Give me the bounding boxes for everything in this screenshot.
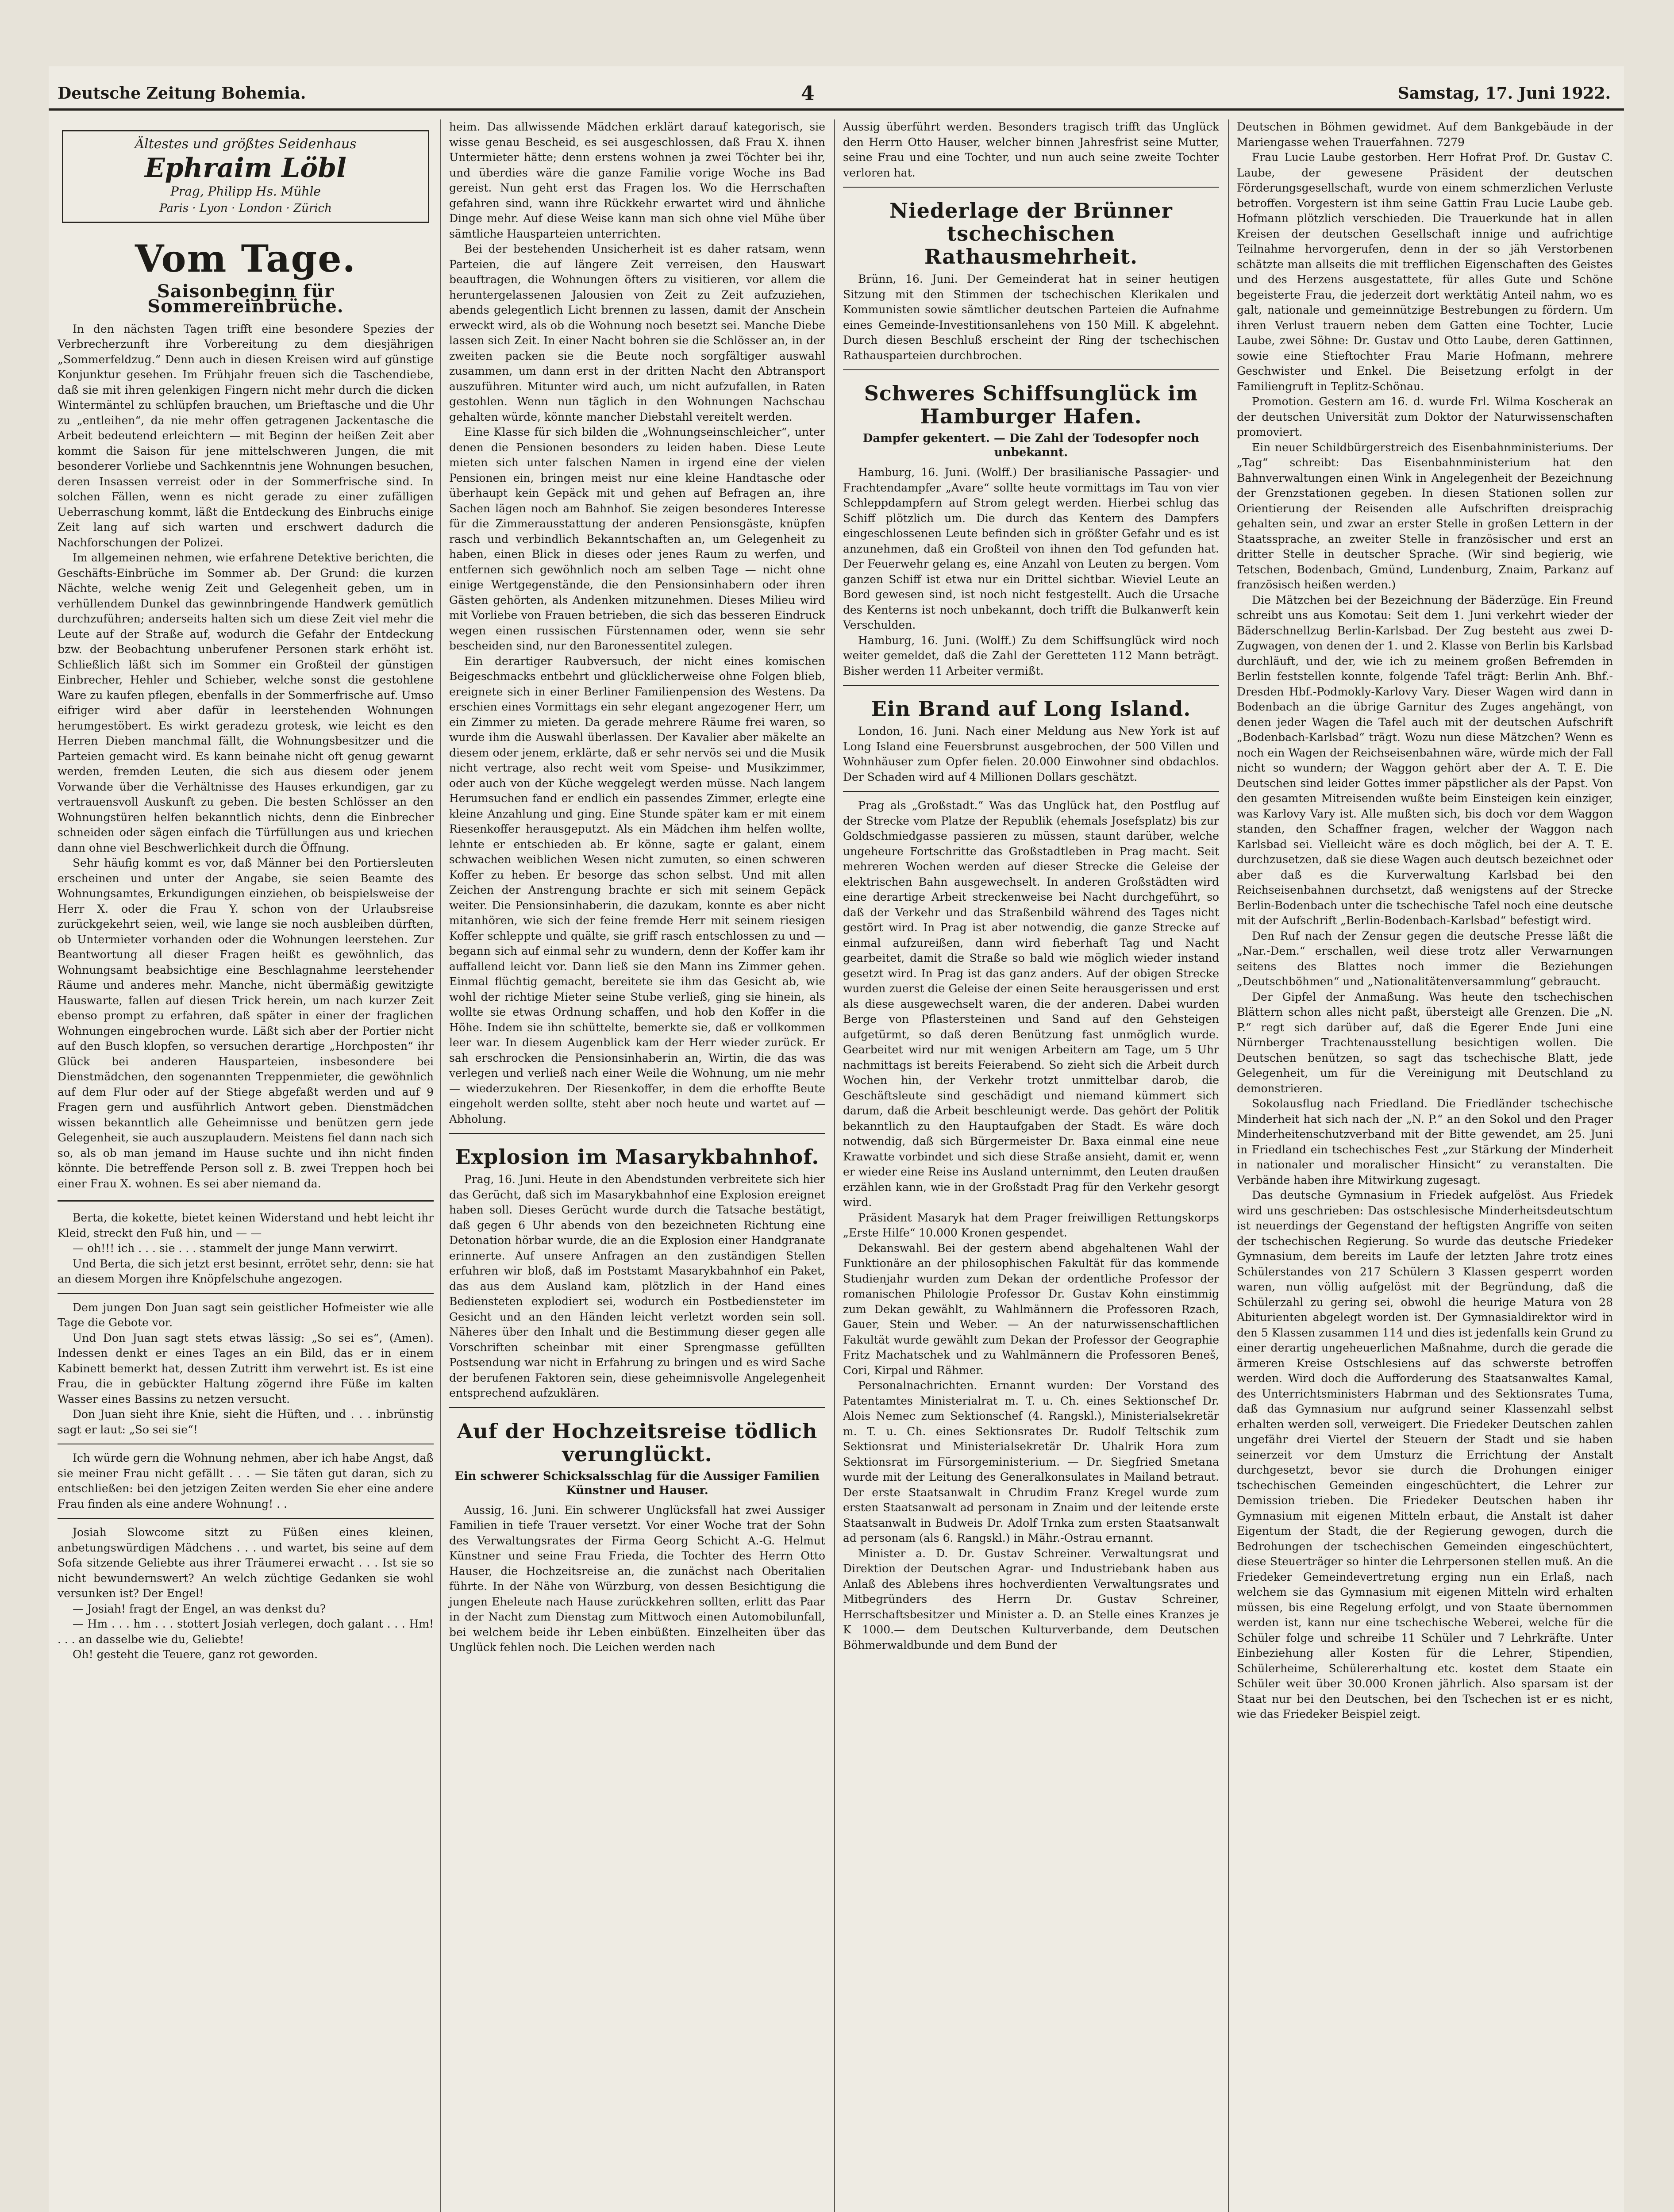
local-news-item: Prag als „Großstadt.“ Was das Unglück hat, den Postflug auf der Strecke vom Platze der Republik (ehemals Josefsplatz) bis zur Goldschmiedgasse passieren zu müssen, staunt darüber, welche ungeheure Fortschritte das Großstadtleben in Prag macht. Seit mehreren Wochen werden auf dieser Strecke die Geleise der elektrischen Bahn ausgewechselt. In anderen Großstädten wird eine derartige Arbeit streckenweise bei Nacht durchgeführt, so daß der Verkehr und das Straßenbild während des Tages nicht gestört wird. In Prag ist aber notwendig, die ganze Strecke auf einmal aufzureißen, dann wird fieberhaft Tag und Nacht gearbeitet, damit die Straße so bald wie möglich wieder instand gesetzt wird. In Prag ist das ganz anders. Auf der obigen Strecke wurden zuerst die Geleise der einen Seite herausgerissen und erst als diese ausgewechselt waren, die der anderen. Dabei wurden Berge von Pflastersteinen und Sand auf den Gehsteigen aufgetürmt, so daß deren Benützung fast unmöglich wurde. Gearbeitet wird nur mit wenigen Arbeitern am Tage, um 5 Uhr nachmittags ist bereits Feierabend. So zieht sich die Arbeit durch Wochen hin, der Verkehr trotzt unmittelbar darob, die Geschäftsleute sind geschädigt und niemand kümmert sich darum, daß die Arbeit beschleunigt werde. Das gehört der Politik bekanntlich zu den Hauptaufgaben der Stadt. Es wäre doch notwendig, daß sich Bürgermeister Dr. Baxa einmal eine neue Krawatte vorbindet und sich diese Straße ansieht, damit er, wenn er wieder eine Reise ins Ausland unternimmt, den Leuten draußen erzählen kann, wie in der Großstadt Prag für den Verkehr gesorgt wird. (843, 799, 1219, 1209)
headline-schiffsunglueck: Schweres Schiffsunglück im Hamburger Hafen. (864, 381, 1198, 428)
column-2 (449, 119, 825, 1655)
anecdote-rule (58, 1518, 434, 1519)
anecdote-paragraph: Und Berta, die sich jetzt erst besinnt, errötet sehr, denn: sie hat an diesem Morgen ihre Knöpfelschuhe angezogen. (58, 1257, 434, 1285)
headline-explosion: Explosion im Masarykbahnhof. (455, 1145, 820, 1169)
anecdote-paragraph: Josiah Slowcome sitzt zu Füßen eines kleinen, anbetungswürdigen Mädchens . . . und wartet, bis seine auf dem Sofa sitzende Geliebte aus ihrer Träumerei erwacht . . . Ist sie so nicht bewundernswert? An welch züchtige Gedanken sie wohl versunken ist? Der Engel! (58, 1526, 434, 1600)
article-rule (449, 1407, 825, 1408)
header-rule (49, 108, 1624, 111)
local-news-item: Den Ruf nach der Zensur gegen die deutsche Presse läßt die „Nar.-Dem.“ erschallen, weil diese trotz aller Verwarnungen seitens des Blattes noch immer die Beziehungen „Deutschböhmen“ und „Nationalitätenversammlung“ gebraucht. (1237, 929, 1613, 988)
section-rule (58, 1200, 434, 1202)
article-paragraph: London, 16. Juni. Nach einer Meldung aus New York ist auf Long Island eine Feuersbrunst ausgebrochen, der 500 Villen und Wohnhäuser zum Opfer fielen. 20.000 Einwohner sind obdachlos. Der Schaden wird auf 4 Millionen Dollars geschätzt. (843, 725, 1219, 783)
local-news-item: Präsident Masaryk hat dem Prager freiwilligen Rettungskorps „Erste Hilfe“ 10.000 Kronen gespendet. (843, 1211, 1219, 1239)
newspaper-page (49, 66, 1624, 2212)
column-divider (834, 119, 835, 2212)
anecdotes (58, 1210, 434, 1663)
running-head (49, 80, 1624, 111)
anecdote-paragraph: Ich würde gern die Wohnung nehmen, aber ich habe Angst, daß sie meiner Frau nicht gefällt . . . — Sie täten gut daran, sich zu entschließen: bei den jetzigen Zeiten werden Sie eher eine andere Frau finden als eine andere Wohnung! . . (58, 1452, 434, 1510)
local-news-item: Ein neuer Schildbürgerstreich des Eisenbahnministeriums. Der „Tag“ schreibt: Das Eisenbahnministerium hat den Bahnverwaltungen einen Wink in Angelegenheit der Bezeichnung der Grenzstationen gegeben. In diesen Stationen sollen zur Orientierung der Reisenden alle Aufschriften dreisprachig gehalten sein, und zwar an erster Stelle in großen Lettern in der Staatssprache, an zweiter Stelle in französischer und erst an dritter Stelle in deutscher Sprache. (Wir sind begierig, wie Tetschen, Bodenbach, Gmünd, Lundenburg, Znaim, Parkanz auf französisch heißen werden.) (1237, 441, 1613, 591)
anecdote-rule (58, 1293, 434, 1294)
headline-long-island: Ein Brand auf Long Island. (871, 697, 1191, 721)
local-news-item: Dekanswahl. Bei der gestern abend abgehaltenen Wahl der Funktionäre an der philosophischen Fakultät für das kommende Studienjahr wurden zum Dekan der ordentliche Professor der romanischen Philologie Professor Dr. Gustav Kohn einstimmig zum Dekan gewählt, zu Wahlmännern die Professoren Rzach, Gauer, Stein und Weber. — An der naturwissenschaftlichen Fakultät wurde gewählt zum Dekan der Professor der Geographie Fritz Machatschek und zu Wahlmännern die Professoren Beneš, Cori, Kirpal und Rähmer. (843, 1241, 1219, 1377)
article-paragraph: heim. Das allwissende Mädchen erklärt darauf kategorisch, sie wisse genau Bescheid, es sei ausgeschlossen, daß Frau X. ihnen Untermieter hätte; denn erstens wohnen ja zwei Töchter bei ihr, und überdies wäre die ganze Familie vorige Woche ins Bad gereist. Nun geht erst das Fragen los. Wo die Herrschaften gefahren sind, wann ihre Rückkehr erwartet wird und ähnliche Dinge mehr. Auf diese Weise kann man sich ohne viel Mühe über sämtliche Hausparteien unterrichten. (449, 120, 825, 240)
anecdote-paragraph: Dem jungen Don Juan sagt sein geistlicher Hofmeister wie alle Tage die Gebote vor. (58, 1301, 434, 1329)
subheadline-schiffsunglueck: Dampfer gekentert. — Die Zahl der Todesopfer noch unbekannt. (862, 432, 1200, 459)
article-paragraph: Aussig überführt werden. Besonders tragisch trifft das Unglück den Herrn Otto Hauser, welcher binnen Jahresfrist seine Mutter, seine Frau und eine Tochter, und nun auch seine zweite Tochter verloren hat. (843, 120, 1219, 179)
column-3 (843, 119, 1219, 1653)
local-news-item: Personalnachrichten. Ernannt wurden: Der Vorstand des Patentamtes Ministerialrat m. T. u. Ch. eines Sektionschef Dr. Alois Nemec zum Sektionschef (4. Rangskl.), Ministerialsekretär m. T. u. Ch. eines Sektionsrates Dr. Rudolf Teltschik zum Sektionsrat und Ministerialsekretär Dr. Uhalrik Hora zum Sektionsrat im Fürsorgeministerium. — Dr. Siegfried Smetana wurde mit der Leitung des Generalkonsulates in Mailand betraut. Der erste Staatsanwalt in Chrudim Franz Kregel wurde zum ersten Staatsanwalt ad personam in Znaim und der leitende erste Staatsanwalt in Budweis Dr. Adolf Trnka zum ersten Staatsanwalt ad personam (als 6. Rangskl.) in Mähr.-Ostrau ernannt. (843, 1379, 1219, 1544)
article-rule (843, 369, 1219, 370)
column-divider (440, 119, 441, 2212)
local-news-item: Sokolausflug nach Friedland. Die Friedländer tschechische Minderheit hat sich nach der „N. P.“ an den Sokol und den Prager Minderheitenschutzverband mit der Bitte gewendet, am 25. Juni in Friedland ein tschechisches Fest „zur Stärkung der Minderheit in nationaler und moralischer Hinsicht“ zu veranstalten. Die Verbände haben ihre Mitwirkung zugesagt. (1237, 1097, 1613, 1187)
article-rule (843, 187, 1219, 188)
local-news-item: Minister a. D. Dr. Gustav Schreiner. Verwaltungsrat und Direktion der Deutschen Agrar- und Industriebank haben aus Anlaß des Ablebens ihres hochverdienten Verwaltungsrates und Mitbegründers des Herrn Dr. Gustav Schreiner, Herrschaftsbesitzer und Minister a. D. an Stelle eines Kranzes je K 1000.— dem Deutschen Kulturverbande, dem Deutschen Böhmerwaldbunde und dem Bund der (843, 1547, 1219, 1651)
ad-tagline: Ältestes und größtes Seidenhaus (135, 136, 357, 152)
article-paragraph: Eine Klasse für sich bilden die „Wohnungseinschleicher“, unter denen die Pensionen besonders zu leiden haben. Diese Leute mieten sich unter falschen Namen in irgend eine der vielen Pensionen ein, bringen meist nur eine kleine Handtasche oder überhaupt kein Gepäck mit und gehen auf Befragen an, ihre Sachen lägen noch am Bahnhof. Sie zeigen besonderes Interesse für die Zimmerausstattung der anderen Pensionsgäste, knüpfen rasch und verbindlich Bekanntschaften an, um Gelegenheit zu haben, einen Blick in dieses oder jenes Raum zu werfen, und entfernen sich gewöhnlich noch am selben Tage — nicht ohne einige Wertgegenstände, die den Pensionsinhabern oder ihren Gästen gehörten, als Andenken mitzunehmen. Dieses Milieu wird mit Vorliebe von Frauen betrieben, die sich das besseren Eindruck wegen einen russischen Fürstennamen oder, wenn sie sehr bescheiden sind, nur den Baronessentitel zulegen. (449, 426, 825, 652)
headline-hochzeitsreise: Auf der Hochzeitsreise tödlich verunglückt. (457, 1419, 818, 1466)
article-paragraph: Hamburg, 16. Juni. (Wolff.) Der brasilianische Passagier- und Frachtendampfer „Avare“ sollte heute vormittags im Tau von vier Schleppdampfern auf Strom gelegt werden. Hierbei schlug das Schiff plötzlich um. Die durch das Kentern des Dampfers eingeschlossenen Leute befinden sich in größter Gefahr und es ist anzunehmen, daß ein Großteil von ihnen den Tod gefunden hat. Der Feuerwehr gelang es, eine Anzahl von Leuten zu bergen. Vom ganzen Schiff ist etwa nur ein Drittel sichtbar. Wieviel Leute an Bord gewesen sind, ist noch nicht festgestellt. Auch die Ursache des Kenterns ist noch unbekannt, doch trifft die Bulkanwerft kein Verschulden. (843, 466, 1219, 631)
anecdote-paragraph: — oh!!! ich . . . sie . . . stammelt der junge Mann verwirrt. (73, 1242, 398, 1255)
article-paragraph: Ein derartiger Raubversuch, der nicht eines komischen Beigeschmacks entbehrt und glücklicherweise ohne Folgen blieb, ereignete sich in einer Berliner Familienpension des Westens. Da erschien eines Vormittags ein sehr elegant angezogener Herr, um ein Zimmer zu mieten. Da gerade mehrere Räume frei waren, so wurde ihm die Auswahl überlassen. Der Kavalier aber mäkelte an diesem oder jenem, erklärte, daß er sehr nervös sei und die Musik nicht vertrage, also recht weit vom Speise- und Musikzimmer, oder auch von der Küche weggelegt werden müsse. Nach langem Herumsuchen fand er endlich ein passendes Zimmer, erlegte eine kleine Anzahlung und ging. Eine Stunde später kam er mit einem Riesenkoffer herausgeputzt. Als ein Mädchen ihm helfen wollte, lehnte er entschieden ab. Er könne, sagte er galant, einem schwachen weiblichen Wesen nicht zumuten, so einen schweren Koffer zu heben. Er besorge das schon selbst. Und mit allen Zeichen der Anstrengung brachte er sich mit seinem Gepäck weiter. Die Pensionsinhaberin, die dazukam, konnte es aber nicht mitanhören, wie sich der feine fremde Herr mit seinem riesigen Koffer schleppte und quälte, sie griff rasch entschlossen zu und — begann sich auf einmal sehr zu wundern, denn der Koffer kam ihr auffallend leicht vor. Dann ließ sie den Mann ins Zimmer gehen. Einmal flüchtig gemacht, bereitete sie ihm das Gesicht ab, wie wohl der richtige Mieter seine Stube verließ, ging sie hinein, als wollte sie etwas Ordnung schaffen, und hob den Koffer in die Höhe. Indem sie ihn schüttelte, bemerkte sie, daß er vollkommen leer war. In diesem Augenblick kam der Herr wieder zurück. Er sah erschrocken die Pensionsinhaberin an, Wirtin, die das was verlegen und verließ nach einer Weile die Wohnung, um nie mehr — wiederzukehren. Der Riesenkoffer, in dem die erhoffte Beute eingeholt werden sollte, steht aber noch heute und wartet auf — Abholung. (449, 654, 825, 1125)
anecdote-paragraph: Oh! gesteht die Teuere, ganz rot geworden. (73, 1648, 318, 1661)
subheadline-hochzeitsreise: Ein schwerer Schicksalsschlag für die Aussiger Familien Künstner und Hauser. (454, 1469, 820, 1497)
article-paragraph: Sehr häufig kommt es vor, daß Männer bei den Portiersleuten erscheinen und unter der Angabe, sie seien Beamte des Wohnungsamtes, Erkundigungen einziehen, ob beispielsweise der Herr X. oder die Frau Y. schon von der Urlaubsreise zurückgekehrt seien, weil, wie lange sie noch ausbleiben dürften, ob Untermieter vorhanden oder die Wohnungen leerstehen. Zur Beantwortung all dieser Fragen heißt es gewöhnlich, das Wohnungsamt beabsichtige eine Beschlagnahme leerstehender Räume und anderes mehr. Manche, nicht übermäßig gewitzigte Hauswarte, fallen auf diesen Trick herein, um nach kurzer Zeit ebenso prompt zu erfahren, daß später in einer der fraglichen Wohnungen eingebrochen wurde. Läßt sich aber der Portier nicht auf den Busch klopfen, so versuchen derartige „Horchposten“ ihr Glück bei anderen Hausparteien, insbesondere bei Dienstmädchen, den sogenannten Treppenmieter, die gewöhnlich auf dem Flur oder auf der Stiege abgefaßt werden und auf 9 Fragen gern und ausführlich Antwort geben. Dienstmädchen wissen bekanntlich alle Geheimnisse und benützen gern jede Gelegenheit, sie auch auszuplaudern. Meistens fiel dann nach sich so, als ob man jemand im Hause suchte und ihn nicht finden könnte. Die betreffende Person soll z. B. zwei Treppen hoch bei einer Frau X. wohnen. Es sei aber niemand da. (58, 856, 434, 1190)
article-paragraph: Brünn, 16. Juni. Der Gemeinderat hat in seiner heutigen Sitzung mit den Stimmen der tschechischen Klerikalen und Kommunisten sowie sämtlicher deutschen Parteien die Aufnahme eines Gemeinde-Investitionsanlehens von 150 Mill. K abgelehnt. Durch diesen Beschluß erscheint der Ring der tschechischen Rathausparteien durchbrochen. (843, 273, 1219, 362)
local-news-item: Der Gipfel der Anmaßung. Was heute den tschechischen Blättern schon alles nicht paßt, übersteigt alle Grenzen. Die „N. P.“ regt sich darüber auf, daß die Egerer Ende Juni eine Nürnberger Trachtenausstellung besichtigen wollen. Die Deutschen benützen, so sagt das tschechische Blatt, jede Gelegenheit, um für die Vereinigung mit Deutschland zu demonstrieren. (1237, 990, 1613, 1095)
article-paragraph: Aussig, 16. Juni. Ein schwerer Unglücksfall hat zwei Aussiger Familien in tiefe Trauer versetzt. Vor einer Woche trat der Sohn des Verwaltungsrates der Firma Georg Schicht A.-G. Helmut Künstner und seine Frau Frieda, die Tochter des Herrn Otto Hauser, die Hochzeitsreise an, die zunächst nach Oberitalien führte. In der Nähe von Würzburg, von dessen Besichtigung die jungen Eheleute nach Hause zurückkehren sollten, erlitt das Paar in der Nacht zum Dienstag zum Mittwoch einen Automobilunfall, bei welchem beide ihr Leben einbüßten. Einzelheiten über das Unglück fehlen noch. Die Leichen werden nach (449, 1503, 825, 1654)
column-divider (1228, 119, 1229, 2212)
page-number: 4 (801, 82, 815, 105)
anecdote-paragraph: Und Don Juan sagt stets etwas lässig: „So sei es“, (Amen). Indessen denkt er eines Tages an ein Bild, das er in einem Kabinett bemerkt hat, dessen Zutritt ihm verwehrt ist. Es ist eine Frau, die in gebückter Haltung zögernd ihre Füße im kalten Wasser eines Bassins zu netzen versucht. (58, 1331, 434, 1406)
local-news-item: Promotion. Gestern am 16. d. wurde Frl. Wilma Koscherak an der deutschen Universität zum Doktor der Naturwissenschaften promoviert. (1237, 395, 1613, 438)
column-4 (1237, 119, 1613, 1722)
headline-bruenn: Niederlage der Brünner tschechischen Rathausmehrheit. (889, 199, 1173, 269)
anecdote-paragraph: — Hm . . . hm . . . stottert Josiah verlegen, doch galant . . . Hm! . . . an dasselbe wie du, Geliebte! (58, 1617, 434, 1646)
article-paragraph: Prag, 16. Juni. Heute in den Abendstunden verbreitete sich hier das Gerücht, daß sich im Masarykbahnhof eine Explosion ereignet haben soll. Dieses Gerücht wurde durch die Tatsache bestätigt, daß gegen 6 Uhr abends von den bezeichneten Richtung eine Detonation hörbar wurde, die an die Explosion einer Handgranate erinnerte. Auf unsere Anfragen an den zuständigen Stellen erfuhren wir bloß, daß im Poststamt Masarykbahnhof ein Paket, das aus dem Ausland kam, plötzlich in der Hand eines Bediensteten explodiert sei, wodurch ein Postbediensteter im Gesicht und an den Händen leicht verletzt worden sein soll. Näheres über den Inhalt und die Bestimmung dieser gegen alle Vorschriften scheinbar mit einer Sprengmasse gefüllten Postsendung war nicht in Erfahrung zu bringen und es wird Sache der berufenen Faktoren sein, diese geheimnisvolle Angelegenheit entsprechend aufzuklären. (449, 1173, 825, 1399)
issue-date: Samstag, 17. Juni 1922. (1397, 84, 1611, 103)
article-paragraph: Bei der bestehenden Unsicherheit ist es daher ratsam, wenn Parteien, die auf längere Zeit verreisen, den Hauswart beauftragen, die Wohnungen öfters zu visitieren, vor allem die heruntergelassenen Jalousien von Zeit zu Zeit aufzuziehen, abends gelegentlich Licht brennen zu lassen, damit der Anschein erweckt wird, als ob die Wohnung noch besetzt sei. Manche Diebe lassen sich Zeit. In einer Nacht bohren sie die Schlösser an, in der zweiten packen sie die Beute noch sorgfältiger auswahl zusammen, um dann erst in der dritten Nacht den Abtransport auszuführen. Mitunter wird auch, um nicht aufzufallen, in Raten gestohlen. Wenn nun täglich in den Wohnungen Nachschau gehalten würde, könnte mancher Diebstahl vereitelt werden. (449, 242, 825, 423)
article-rule (843, 791, 1219, 792)
anecdote-paragraph: Don Juan sieht ihre Knie, sieht die Hüften, und . . . inbrünstig sagt er laut: „So sei sie“! (58, 1408, 434, 1436)
article-paragraph: Im allgemeinen nehmen, wie erfahrene Detektive berichten, die Geschäfts-Einbrüche im Sommer ab. Der Grund: die kurzen Nächte, welche wenig Zeit und Gelegenheit geben, um in verhüllendem Dunkel das gewinnbringende Handwerk gemütlich durchzuführen; anderseits halten sich um diese Zeit viel mehr die Leute auf der Straße auf, wodurch die Gefahr der Entdeckung bzw. der Beobachtung unberufener Personen stark erhöht ist. Schließlich läßt sich im Sommer ein Großteil der günstigen Einbrecher, Hehler und Schieber, welche sonst die gestohlene Ware zu kaufen pflegen, ebenfalls in der Sommerfrische auf. Umso eifriger wird aber dafür in leerstehenden Wohnungen herumgestöbert. Es wirkt geradezu grotesk, wie leicht es den Herren Dieben manchmal fällt, die Wohnungsbesitzer und die Parteien gemacht wird. Es kann beinahe nicht oft genug gewarnt werden, fremden Leuten, die sich aus diesem oder jenem Vorwande über die Verhältnisse des Hauses erkundigen, gar zu vertrauensvoll Auskunft zu geben. Die besten Schlösser an den Wohnungstüren helfen bekanntlich nichts, denn die Einbrecher schneiden oder sägen einfach die Türfüllungen aus und kriechen dann ohne viel Beschwerlichkeit durch die Öffnung. (58, 551, 434, 854)
article-paragraph: In den nächsten Tagen trifft eine besondere Spezies der Verbrecherzunft ihre Vorbereitung zu dem diesjährigen „Sommerfeldzug.“ Denn auch in diesen Kreisen wird auf günstige Konjunktur gesehen. Im Frühjahr freuen sich die Taschendiebe, daß sie mit ihren gelenkigen Fingern nicht mehr durch die dicken Wintermäntel zu schlüpfen brauchen, um Brieftasche und die Uhr zu „entleihen“, da nie mehr offen getragenen Jackentasche die Arbeit bedeutend erleichtern — mit Beginn der heißen Zeit aber kommt die Saison für jene mittelschweren Jungen, die mit besonderer Vorliebe und Sachkenntnis jene Wohnungen besuchen, deren Insassen verreist oder in der Sommerfrische sind. In solchen Fällen, wenn es nicht gerade zu einer zufälligen Ueberraschung kommt, läßt die Entdeckung des Einbruchs einige Zeit lang auf sich warten und erschwert dadurch die Nachforschungen der Polizei. (58, 322, 434, 549)
article-paragraph: Hamburg, 16. Juni. (Wolff.) Zu dem Schiffsunglück wird noch weiter gemeldet, daß die Zahl der Geretteten 112 Mann beträgt. Bisher werden 11 Arbeiter vermißt. (843, 634, 1219, 677)
ad-address: Prag, Philipp Hs. Mühle (170, 184, 321, 199)
article-headline: Saisonbeginn für Sommereinbrüche. (147, 280, 344, 317)
local-news-item: Frau Lucie Laube gestorben. Herr Hofrat Prof. Dr. Gustav C. Laube, der gewesene Präsident der deutschen Förderungsgesellschaft, wurde von einem schmerzlichen Verluste betroffen. Vorgestern ist ihm seine Gattin Frau Lucie Laube geb. Hofmann plötzlich verschieden. Die Trauerkunde hat in allen Kreisen der deutschen Gesellschaft innige und aufrichtige Teilnahme hervorgerufen, denn in der so jäh Verstorbenen schätzte man allseits die mit trefflichen Eigenschaften des Geistes und des Herzens ausgestattete, für alles Gute und Schöne begeisterte Frau, die jederzeit dort werktätig Anteil nahm, wo es galt, nationale und gemeinnützige Bestrebungen zu fördern. Um ihren Verlust trauern neben dem Gatten eine Tochter, Lucie Laube, zwei Söhne: Dr. Gustav und Otto Laube, deren Gattinnen, sowie eine Stieftochter Frau Marie Hofmann, mehrere Geschwister und Enkel. Die Beisetzung erfolgt in der Familiengruft in Teplitz-Schönau. (1237, 151, 1613, 393)
local-news-item: Deutschen in Böhmen gewidmet. Auf dem Bankgebäude in der Mariengasse wehen Trauerfahnen. 7279 (1237, 120, 1613, 149)
anecdote-paragraph: — Josiah! fragt der Engel, an was denkst du? (73, 1602, 326, 1615)
advertisement-loebl (62, 130, 429, 223)
newspaper-name: Deutsche Zeitung Bohemia. (58, 84, 306, 103)
article-rule (449, 1133, 825, 1134)
column-1 (58, 119, 434, 1663)
local-news-item: Die Mätzchen bei der Bezeichnung der Bäderzüge. Ein Freund schreibt uns aus Komotau: Seit dem 1. Juni verkehrt wieder der Bäderschnellzug Berlin-Karlsbad. Der Zug besteht aus zwei D-Zugwagen, von denen der 1. und 2. Klasse von Berlin bis Karlsbad durchläuft, und der, wie ich zu meinem großen Befremden in Berlin feststellen konnte, folgende Tafel trägt: Berlin Anh. Bhf.-Dresden Hbf.-Podmokly-Karlovy Vary. Dieser Wagen wird dann in Bodenbach an die übrige Garnitur des Zuges angehängt, von denen jeder Wagen die Tafel auch mit der deutschen Aufschrift „Bodenbach-Karlsbad“ trägt. Wozu nun diese Mätzchen? Wenn es noch ein Wagen der Reichseisenbahnen wäre, würde mich der Fall nicht so wundern; der Waggon gehört aber der A. T. E. Die Deutschen sind leider Gottes immer päpstlicher als der Papst. Von den gesamten Mitreisenden wußte beim Einsteigen kein einziger, was Karlovy Vary ist. Alle mußten sich, bis doch vor dem Waggon standen, den Schaffner fragen, welcher der Waggon nach Karlsbad sei. Vielleicht wäre es doch möglich, bei der A. T. E. durchzusetzen, daß sie diese Wagen auch deutsch bezeichnet oder aber daß es die Kurverwaltung Karlsbad bei den Reichseisenbahnen durchsetzt, daß wenigstens auf der Strecke Berlin-Bodenbach unter die tschechische Tafel noch eine deutsche mit der Aufschrift „Berlin-Bodenbach-Karlsbad“ befestigt wird. (1237, 593, 1613, 927)
ad-company-name: Ephraim Löbl (145, 152, 346, 184)
local-news-item: Das deutsche Gymnasium in Friedek aufgelöst. Aus Friedek wird uns geschrieben: Das ostschlesische Minderheitsdeutschtum ist neuerdings der Gegenstand der heftigsten Angriffe von seiten der tschechischen Regierung. So wurde das deutsche Friedeker Gymnasium, dem bereits im Laufe der letzten Jahre trotz eines Schülerstandes von 217 Schülern 3 Klassen gesperrt worden waren, nun völlig aufgelöst mit der Begründung, daß die Schülerzahl zu gering sei, obwohl die heurige Matura von 28 Abiturienten abgelegt worden ist. Der Gymnasialdirektor wird in den 5 Klassen zusammen 114 und dies ist jedenfalls kein Grund zu einer derartig ungeheuerlichen Maßnahme, durch die gerade die ärmeren Kreise Ostschlesiens auf das schwerste betroffen werden. Wird doch die Aufforderung des Staatsanwaltes Kamal, des Unterrichtsministers Habrman und des Sektionsrates Tuma, daß das Gymnasium nur aufgrund seiner Klassenzahl selbst erhalten werden soll, verweigert. Die Friedeker Deutschen zahlen ungefähr drei Viertel der Steuern der Stadt und sie haben seinerzeit vor dem Umsturz die Errichtung der Anstalt durchgesetzt, bevor sie durch die Drohungen einiger tschechischen Gemeinden eingeschüchtert, die Lehrer zur Demission trieben. Die Friedeker Deutschen haben ihr Gymnasium mit eigenen Mitteln erbaut, die Anstalt ist daher Eigentum der Stadt, die der Regierung gewogen, durch die Bedrohungen der tschechischen Gemeinden eingeschüchtert, diese Steuerträger so hinter die Lehrpersonen stellen muß. An die Friedeker Gemeindevertretung erging nun ein Erlaß, nach welchem sie das Gymnasium mit eigenen Mitteln wird erhalten müssen, bis eine Regelung erfolgt, und von Staate übernommen werden ist, kann nur eine tschechische Weberei, welche für die Schüler folge und schreibe 11 Schüler und 7 Lehrkräfte. Unter Einbeziehung aller Kosten für die Lehrer, Stipendien, Schülerheime, Schülererhaltung etc. kostet dem Staate ein Schüler weit über 30.000 Kronen jährlich. Also sparsam ist der Staat nur bei den Deutschen, bei den Tschechen ist er es nicht, wie das Friedeker Beispiel zeigt. (1237, 1189, 1613, 1720)
ad-cities: Paris · Lyon · London · Zürich (159, 202, 332, 215)
section-title: Vom Tage. (135, 236, 356, 280)
article-rule (843, 685, 1219, 686)
anecdote-paragraph: Berta, die kokette, bietet keinen Widerstand und hebt leicht ihr Kleid, streckt den Fuß hin, und — — (58, 1211, 434, 1240)
